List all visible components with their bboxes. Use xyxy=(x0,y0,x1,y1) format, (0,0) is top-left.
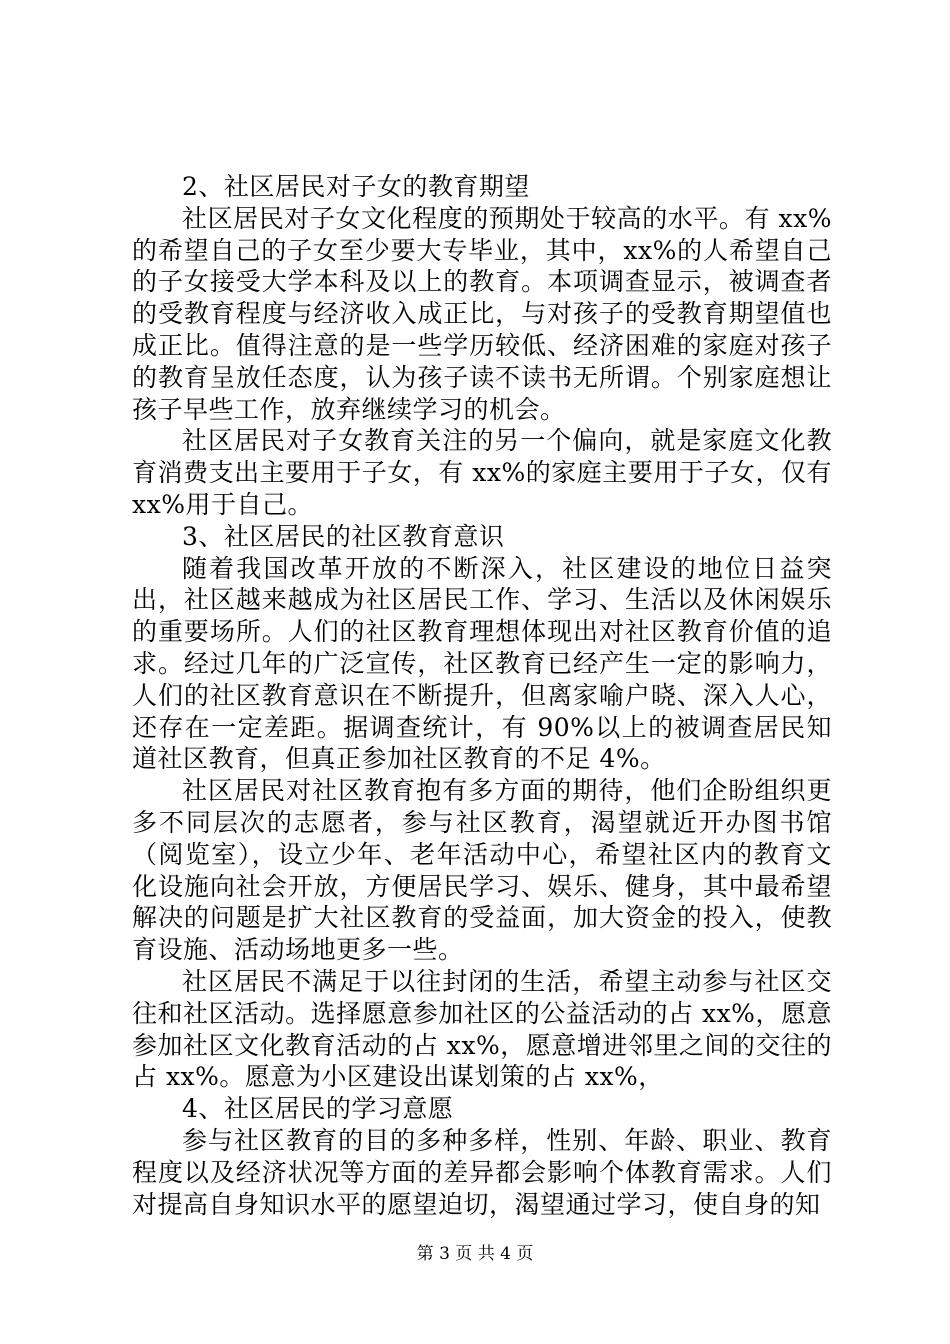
body-paragraph: 随着我国改革开放的不断深入，社区建设的地位日益突出，社区越来越成为社区居民工作、学习、生活以及休闲娱乐的重要场所。人们的社区教育理想体现出对社区教育价值的追求。经过几年的广泛宣传，社区教育已经产生一定的影响力，人们的社区教育意识在不断提升，但离家喻户晓、深入人心，还存在一定差距。据调查统计，有 90%以上的被调查居民知道社区教育，但真正参加社区教育的不足 4%。 xyxy=(132,553,832,774)
section-heading: 3、社区居民的社区教育意识 xyxy=(182,521,505,551)
body-paragraph: 社区居民对子女教育关注的另一个偏向，就是家庭文化教育消费支出主要用于子女，有 xx%的家庭主要用于子女，仅有xx%用于自己。 xyxy=(132,426,832,519)
body-paragraph: 社区居民不满足于以往封闭的生活，希望主动参与社区交往和社区活动。选择愿意参加社区的公益活动的占 xx%，愿意参加社区文化教育活动的占 xx%，愿意增进邻里之间的交往的占 xx%。愿意为小区建设出谋划策的占 xx%， xyxy=(132,966,832,1092)
page-number-footer: 第 3 页 共 4 页 xyxy=(416,1244,534,1264)
section-heading: 2、社区居民对子女的教育期望 xyxy=(182,172,530,201)
document-body xyxy=(132,171,832,1220)
section-heading: 4、社区居民的学习意愿 xyxy=(182,1094,454,1124)
body-paragraph: 参与社区教育的目的多种多样，性别、年龄、职业、教育程度以及经济状况等方面的差异都会影响个体教育需求。人们对提高自身知识水平的愿望迫切，渴望通过学习，使自身的知 xyxy=(132,1125,832,1219)
body-paragraph: 社区居民对子女文化程度的预期处于较高的水平。有 xx%的希望自己的子女至少要大专毕业，其中，xx%的人希望自己的子女接受大学本科及以上的教育。本项调查显示，被调查者的受教育程度与经济收入成正比，与对孩子的受教育期望值也成正比。值得注意的是一些学历较低、经济困难的家庭对孩子的教育呈放任态度，认为孩子读不读书无所谓。个别家庭想让孩子早些工作，放弃继续学习的机会。 xyxy=(132,203,832,424)
body-paragraph: 社区居民对社区教育抱有多方面的期待，他们企盼组织更多不同层次的志愿者，参与社区教育，渴望就近开办图书馆（阅览室），设立少年、老年活动中心，希望社区内的教育文化设施向社会开放，方便居民学习、娱乐、健身，其中最希望解决的问题是扩大社区教育的受益面，加大资金的投入，使教育设施、活动场地更多一些。 xyxy=(132,776,832,965)
